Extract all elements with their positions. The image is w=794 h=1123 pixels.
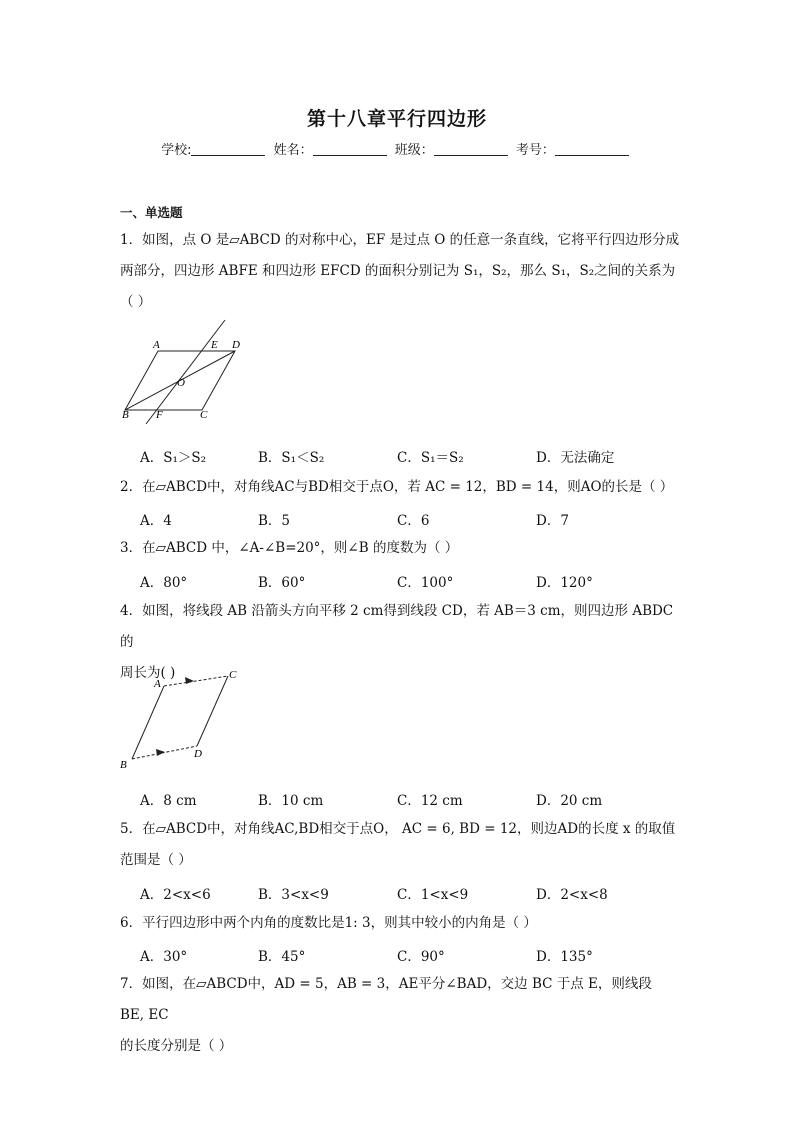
class-blank[interactable] xyxy=(434,143,508,156)
q4-option-a[interactable]: A．8 cm xyxy=(140,793,197,809)
arrowhead-bottom xyxy=(156,749,165,756)
label-c: C xyxy=(229,669,237,681)
translation-figure-q4 xyxy=(115,662,250,774)
q6-option-a[interactable]: A．30° xyxy=(140,949,188,965)
question-1-line-3: （ ） xyxy=(120,294,152,310)
question-4-options xyxy=(140,789,700,811)
question-7-line-1: 7．如图，在▱ABCD中，AD = 5，AB = 3，AE平分∠BAD，交边 BC 于点 E，则线段 BE, EC xyxy=(120,976,652,1023)
q5-option-a[interactable]: A．2<x<6 xyxy=(140,887,211,903)
name-blank[interactable] xyxy=(313,143,387,156)
exam-number-label: 考号： xyxy=(515,143,555,158)
question-2-options xyxy=(140,509,700,531)
label-d: D xyxy=(194,748,202,760)
question-4-line-1: 4．如图，将线段 AB 沿箭头方向平移 2 cm得到线段 CD，若 AB＝3 cm，则四边形 ABDC 的 xyxy=(120,603,674,650)
question-1-line-2: 两部分，四边形 ABFE 和四边形 EFCD 的面积分别记为 S₁，S₂，那么 S₁，S₂之间的关系为 xyxy=(120,263,676,279)
label-o: O xyxy=(177,377,185,389)
q3-option-d[interactable]: D．120° xyxy=(536,575,593,591)
label-d: D xyxy=(232,339,240,351)
q5-option-b[interactable]: B．3<x<9 xyxy=(258,887,329,903)
parallelogram-figure-q1 xyxy=(115,318,255,426)
question-6: 6．平行四边形中两个内角的度数比是1: 3，则其中较小的内角是（ ） xyxy=(120,915,537,931)
q2-option-b[interactable]: B．5 xyxy=(258,513,291,529)
question-5-line-2: 范围是（ ） xyxy=(120,852,192,868)
question-6-options xyxy=(140,945,700,967)
q2-option-d[interactable]: D．7 xyxy=(536,513,569,529)
label-a: A xyxy=(153,339,160,351)
q3-option-b[interactable]: B．60° xyxy=(258,575,306,591)
q5-option-d[interactable]: D．2<x<8 xyxy=(536,887,608,903)
label-e: E xyxy=(211,339,218,351)
segment-ab xyxy=(132,686,164,759)
name-label: 姓名： xyxy=(273,143,313,158)
school-label: 学校: xyxy=(161,143,192,158)
exam-number-blank[interactable] xyxy=(555,143,629,156)
page-title: 第十八章平行四边形 xyxy=(306,108,487,130)
dashed-arrow-bd xyxy=(132,746,197,759)
arrowhead-top xyxy=(185,677,194,684)
question-1-line-1: 1．如图，点 O 是▱ABCD 的对称中心，EF 是过点 O 的任意一条直线，它将平行四边形分成 xyxy=(120,232,680,248)
question-1-options xyxy=(140,446,700,468)
section-heading: 一、单选题 xyxy=(120,205,183,220)
q4-option-b[interactable]: B．10 cm xyxy=(258,793,324,809)
question-4-line-2: 周长为( ) xyxy=(120,665,176,681)
q5-option-c[interactable]: C．1<x<9 xyxy=(397,887,469,903)
question-3-options xyxy=(140,571,700,593)
q6-option-d[interactable]: D．135° xyxy=(536,949,593,965)
label-c: C xyxy=(200,409,208,421)
q1-option-c[interactable]: C．S₁＝S₂ xyxy=(397,450,464,466)
q4-option-d[interactable]: D．20 cm xyxy=(536,793,603,809)
q1-option-b[interactable]: B．S₁＜S₂ xyxy=(258,450,325,466)
q2-option-c[interactable]: C．6 xyxy=(397,513,430,529)
q2-option-a[interactable]: A．4 xyxy=(140,513,172,529)
question-5-line-1: 5．在▱ABCD中，对角线AC,BD相交于点O， AC = 6, BD = 12，则边AD的长度 x 的取值 xyxy=(120,821,676,837)
question-5-options xyxy=(140,883,700,905)
q4-option-c[interactable]: C．12 cm xyxy=(397,793,463,809)
student-info-row xyxy=(0,139,794,158)
q6-option-b[interactable]: B．45° xyxy=(258,949,306,965)
q3-option-a[interactable]: A．80° xyxy=(140,575,188,591)
q6-option-c[interactable]: C．90° xyxy=(397,949,445,965)
school-blank[interactable] xyxy=(191,143,265,156)
question-7-line-2: 的长度分别是（ ） xyxy=(120,1038,233,1054)
q1-option-d[interactable]: D．无法确定 xyxy=(536,450,615,466)
question-1 xyxy=(120,225,680,318)
q3-option-c[interactable]: C．100° xyxy=(397,575,454,591)
label-b: B xyxy=(122,409,129,421)
class-label: 班级： xyxy=(394,143,434,158)
label-b: B xyxy=(120,759,127,771)
segment-cd xyxy=(197,676,228,746)
q1-option-a[interactable]: A．S₁＞S₂ xyxy=(140,450,207,466)
dashed-arrow-ac xyxy=(164,676,228,686)
label-a: A xyxy=(154,678,161,690)
question-7 xyxy=(120,969,680,1062)
label-f: F xyxy=(156,409,163,421)
question-2: 2．在▱ABCD中，对角线AC与BD相交于点O，若 AC = 12，BD = 14，则AO的长是（ ） xyxy=(120,479,674,495)
question-5 xyxy=(120,814,680,876)
question-3: 3．在▱ABCD 中，∠A-∠B=20°，则∠B 的度数为（ ） xyxy=(120,540,459,556)
